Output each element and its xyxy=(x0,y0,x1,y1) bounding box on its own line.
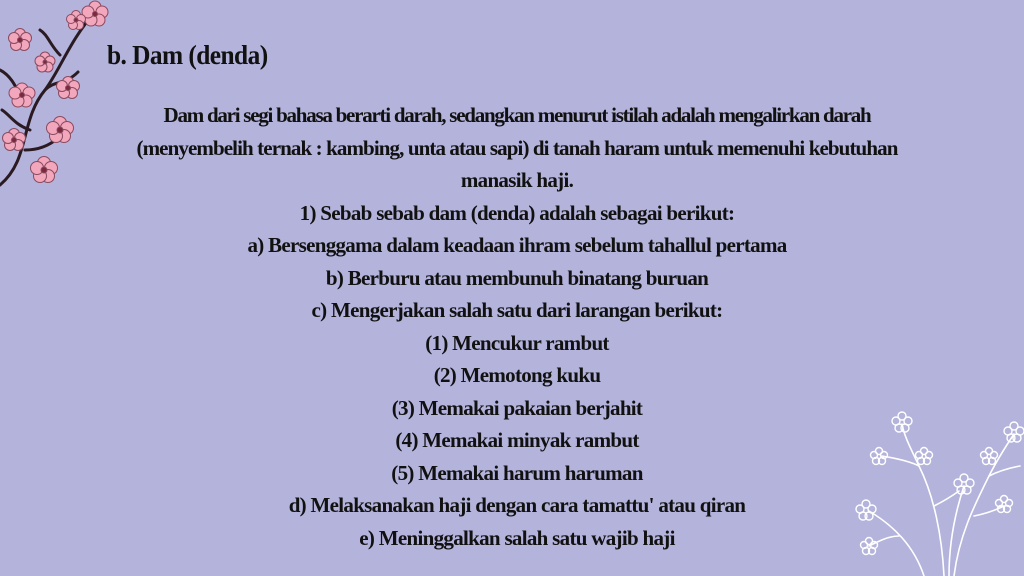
list-item: c) Mengerjakan salah satu dari larangan berikut: xyxy=(311,298,723,322)
sub-list-item: (1) Mencukur rambut xyxy=(425,330,609,355)
body-line: (menyembelih ternak : kambing, unta atau sapi) di tanah haram untuk memenuhi kebutuhan xyxy=(136,135,898,160)
slide-body xyxy=(80,99,954,554)
list-heading: 1) Sebab sebab dam (denda) adalah sebagai berikut: xyxy=(299,200,735,225)
list-item: b) Berburu atau membunuh binatang buruan xyxy=(325,265,709,290)
sub-list-item: (4) Memakai minyak rambut xyxy=(395,428,639,452)
slide-title: b. Dam (denda) xyxy=(107,40,268,70)
list-item: d) Melaksanakan haji dengan cara tamattu' atau qiran xyxy=(288,493,746,517)
sub-list-item: (3) Memakai pakaian berjahit xyxy=(391,395,643,420)
list-item: e) Meninggalkan salah satu wajib haji xyxy=(359,525,675,550)
list-item: a) Bersenggama dalam keadaan ihram sebelum tahallul pertama xyxy=(247,233,787,257)
body-line: manasik haji. xyxy=(460,168,574,192)
sub-list-item: (5) Memakai harum haruman xyxy=(391,460,643,485)
line-art-flowers-icon xyxy=(824,396,1024,576)
sub-list-item: (2) Memotong kuku xyxy=(433,363,601,387)
body-line: Dam dari segi bahasa berarti darah, sedangkan menurut istilah adalah mengalirkan darah xyxy=(163,103,871,127)
